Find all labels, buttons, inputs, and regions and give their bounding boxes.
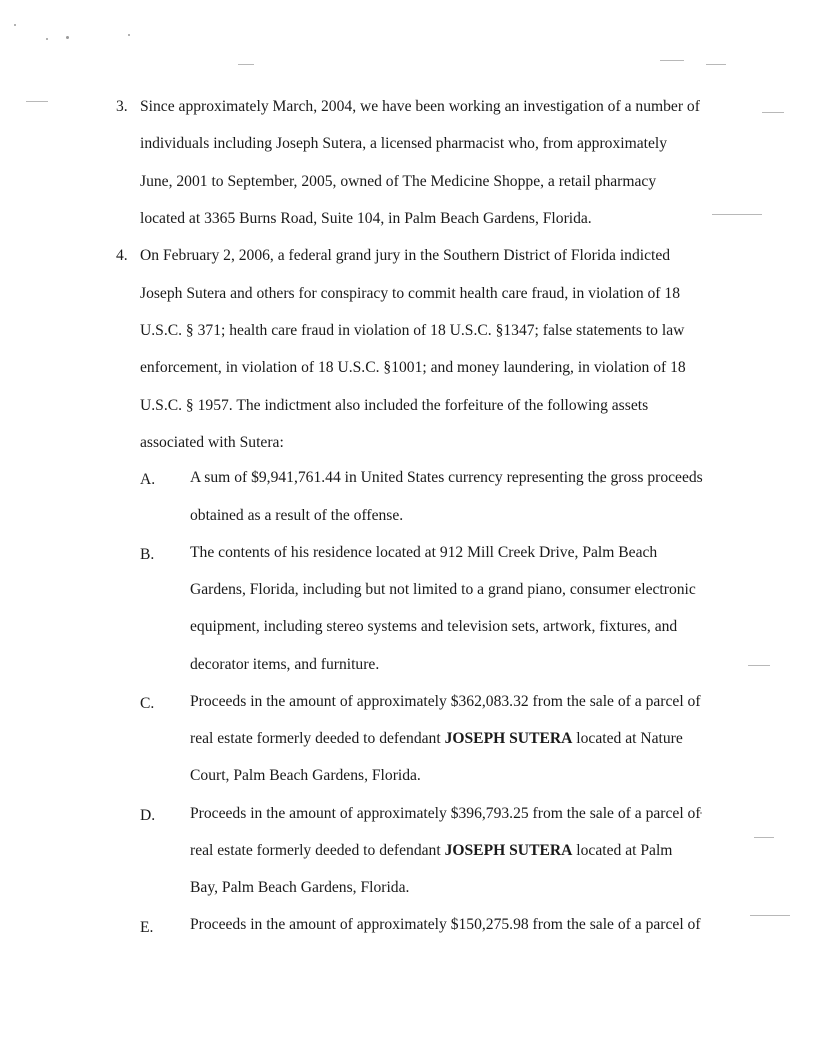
item-letter: A. [140, 471, 156, 488]
item-d-line-2-text: real estate formerly deeded to defendant [190, 842, 445, 859]
defendant-name: JOSEPH SUTERA [444, 842, 573, 859]
item-c-line-1: Proceeds in the amount of approximately $362,083.32 from the sale of a parcel of [190, 693, 701, 710]
paragraph-number: 4. [116, 247, 128, 264]
scan-dash [754, 837, 774, 838]
scan-speck [128, 34, 130, 36]
paragraph-4-line-6: associated with Sutera: [140, 434, 284, 451]
item-c-line-2-text: real estate formerly deeded to defendant [190, 730, 445, 747]
item-a-line-1: A sum of $9,941,761.44 in United States currency representing the gross proceeds [190, 469, 703, 486]
scan-dash [660, 60, 684, 61]
scan-dash [748, 665, 770, 666]
scan-speck [14, 24, 16, 26]
item-b-line-2: Gardens, Florida, including but not limited to a grand piano, consumer electronic [190, 581, 696, 598]
paragraph-3-line-2: individuals including Joseph Sutera, a licensed pharmacist who, from approximately [140, 135, 668, 152]
paragraph-4-line-2: Joseph Sutera and others for conspiracy to commit health care fraud, in violation of 18 [140, 285, 680, 302]
paragraph-4-line-1: On February 2, 2006, a federal grand jury in the Southern District of Florida indicted [140, 247, 671, 264]
scan-dash [712, 214, 762, 215]
item-d-line-1: Proceeds in the amount of approximately $396,793.25 from the sale of a parcel of [190, 805, 701, 822]
item-d-line-3: Bay, Palm Beach Gardens, Florida. [190, 879, 410, 896]
item-letter: B. [140, 546, 155, 563]
paragraph-4-line-4: enforcement, in violation of 18 U.S.C. §1001; and money laundering, in violation of 18 [140, 359, 686, 376]
paragraph-number: 3. [116, 98, 128, 115]
item-c-line-2 [190, 729, 683, 749]
scan-speck [66, 36, 69, 39]
scan-dash [706, 64, 726, 65]
item-d-line-2-rest: located at Palm [572, 842, 673, 859]
item-c-line-3: Court, Palm Beach Gardens, Florida. [190, 767, 421, 784]
paragraph-3-line-4: located at 3365 Burns Road, Suite 104, in Palm Beach Gardens, Florida. [140, 210, 592, 227]
scan-dash [238, 64, 254, 65]
scan-speck [46, 38, 48, 40]
paragraph-4-line-3: U.S.C. § 371; health care fraud in violation of 18 U.S.C. §1347; false statements to law [140, 322, 685, 339]
scan-dash [762, 112, 784, 113]
item-letter: D. [140, 807, 156, 824]
item-letter: C. [140, 695, 155, 712]
item-b-line-1: The contents of his residence located at 912 Mill Creek Drive, Palm Beach [190, 544, 658, 561]
item-d-line-2 [190, 841, 672, 861]
paragraph-3-line-1: Since approximately March, 2004, we have been working an investigation of a number of [140, 98, 700, 115]
paragraph-3-line-3: June, 2001 to September, 2005, owned of The Medicine Shoppe, a retail pharmacy [140, 173, 657, 190]
item-letter: E. [140, 919, 154, 936]
item-c-line-2-rest: located at Nature [572, 730, 683, 747]
scan-dash [750, 915, 790, 916]
paragraph-4-line-5: U.S.C. § 1957. The indictment also included the forfeiture of the following assets [140, 397, 649, 414]
item-a-line-2: obtained as a result of the offense. [190, 507, 404, 524]
item-e-line-1: Proceeds in the amount of approximately $150,275.98 from the sale of a parcel of [190, 916, 701, 933]
item-b-line-3: equipment, including stereo systems and television sets, artwork, fixtures, and [190, 618, 678, 635]
scan-dash [26, 101, 48, 102]
defendant-name: JOSEPH SUTERA [444, 730, 573, 747]
item-b-line-4: decorator items, and furniture. [190, 656, 380, 673]
